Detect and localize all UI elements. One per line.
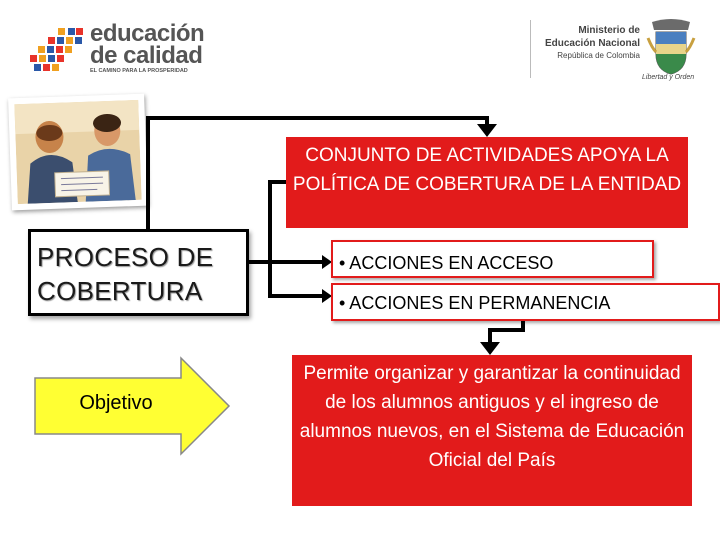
conjunto-actividades-box: CONJUNTO DE ACTIVIDADES APOYA LA POLÍTICA DE COBERTURA DE LA ENTIDAD — [286, 137, 688, 228]
logo-text-educacion: educación — [90, 20, 205, 47]
objetivo-label: Objetivo — [79, 392, 153, 414]
educacion-de-calidad-logo — [28, 22, 208, 78]
permite-organizar-box: Permite organizar y garantizar la continuidad de los alumnos antiguos y el ingreso de alumnos nuevos, en el Sistema de Educación Oficial del País — [292, 355, 692, 506]
students-photo-image — [14, 100, 141, 204]
ministry-logo-text — [520, 24, 640, 62]
logo-tagline: EL CAMINO PARA LA PROSPERIDAD — [90, 68, 188, 74]
acciones-acceso-box: • ACCIONES EN ACCESO — [331, 240, 654, 278]
ministry-motto: Libertad y Orden — [642, 74, 695, 81]
connector-permanencia-to-permite — [490, 321, 523, 346]
logo-text-de-calidad: de calidad — [90, 42, 203, 69]
colored-squares-icon — [28, 26, 84, 72]
arrowhead-conjunto — [477, 124, 497, 137]
proceso-de-cobertura-box — [28, 229, 249, 316]
ministry-line-3: República de Colombia — [557, 51, 640, 60]
acciones-permanencia-box: • ACCIONES EN PERMANENCIA — [331, 283, 720, 321]
ministry-line-1: Ministerio de — [578, 25, 640, 36]
students-photo — [8, 94, 148, 211]
proceso-de-cobertura-label: PROCESO DE COBERTURA — [37, 242, 214, 306]
arrowhead-permite — [480, 342, 500, 355]
ministry-line-2: Educación Nacional — [544, 38, 640, 49]
